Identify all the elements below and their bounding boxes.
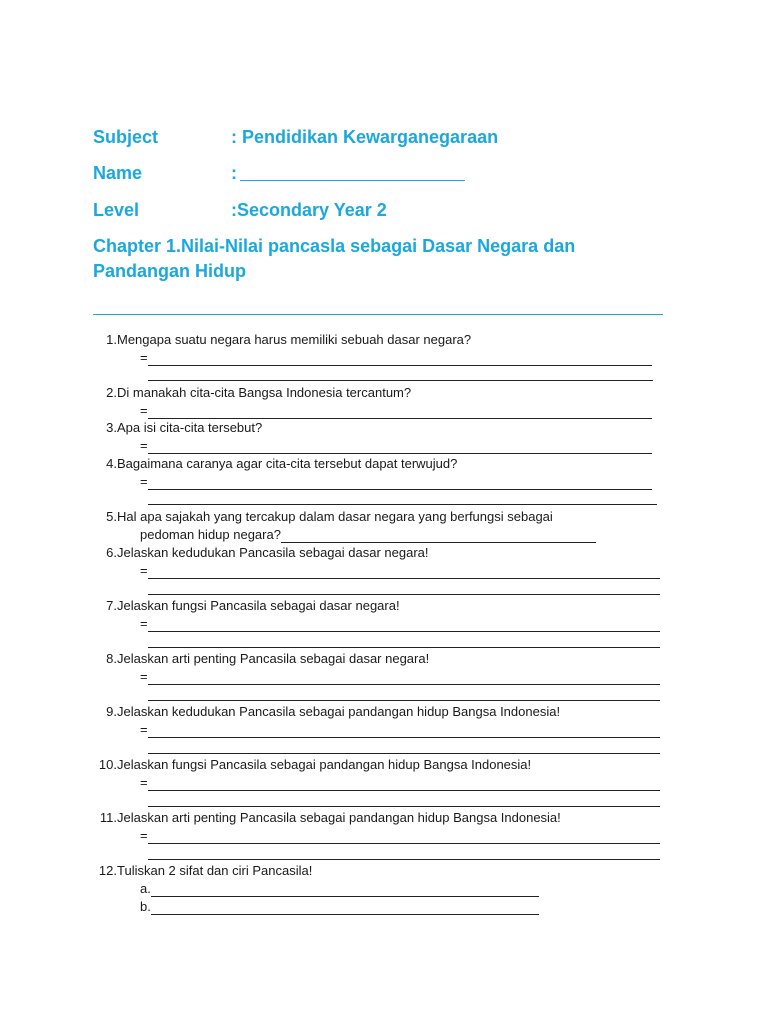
subject-value: : Pendidikan Kewarganegaraan [231,127,499,147]
level-value: :Secondary Year 2 [231,200,387,220]
chapter-title: Chapter 1.Nilai-Nilai pancasla sebagai Dasar Negara dan Pandangan Hidup [93,236,576,281]
level-label: Level [93,200,140,220]
question-text: Bagaimana caranya agar cita-cita tersebut dapat terwujud? [117,456,458,471]
question-number: 9. [106,704,117,719]
answer-line[interactable] [148,806,660,807]
question-text: Jelaskan kedudukan Pancasila sebagai pandangan hidup Bangsa Indonesia! [117,704,561,719]
answer-line[interactable]: = [140,350,652,366]
question-number: 1. [106,332,117,347]
question-text: Mengapa suatu negara harus memiliki sebuah dasar negara? [117,332,472,347]
answer-line[interactable] [148,700,660,701]
answer-line[interactable]: = [140,722,660,738]
question-number: 10. [98,757,117,772]
answer-line[interactable]: = [140,775,660,791]
question-number: 3. [106,420,117,435]
answer-line[interactable]: = [140,669,660,685]
answer-line[interactable] [148,594,660,595]
question-number: 4. [106,456,117,471]
answer-line[interactable] [148,380,653,381]
answer-line[interactable] [148,647,660,648]
question-text: Jelaskan kedudukan Pancasila sebagai dasar negara! [117,545,429,560]
name-label: Name [93,163,143,183]
question-text: Jelaskan fungsi Pancasila sebagai dasar negara! [117,598,400,613]
question-number: 7. [106,598,117,613]
name-blank-line[interactable] [240,180,465,181]
answer-line[interactable]: = [140,828,660,844]
answer-line[interactable] [148,859,660,860]
question-text: Tuliskan 2 sifat dan ciri Pancasila! [117,863,313,878]
answer-line-b[interactable]: b. [140,899,539,915]
answer-line-a[interactable]: a. [140,881,539,897]
answer-line[interactable]: = [140,403,652,419]
question-number: 11. [99,810,117,825]
question-text: Di manakah cita-cita Bangsa Indonesia tercantum? [117,385,412,400]
subject-label: Subject [93,127,159,147]
answer-line[interactable]: = [140,438,652,454]
header-divider [93,314,663,315]
question-number: 2. [106,385,117,400]
question-text: Apa isi cita-cita tersebut? [117,420,263,435]
answer-line[interactable] [148,753,660,754]
question-number: 12. [98,863,117,878]
answer-line[interactable]: = [140,563,660,579]
answer-line[interactable] [148,504,657,505]
question-text: Jelaskan arti penting Pancasila sebagai pandangan hidup Bangsa Indonesia! [117,810,561,825]
answer-line[interactable]: = [140,616,660,632]
question-number: 8. [106,651,117,666]
name-value: : [231,163,237,183]
question-text: Jelaskan fungsi Pancasila sebagai pandangan hidup Bangsa Indonesia! [117,757,532,772]
answer-line[interactable]: = [140,474,652,490]
question-text: Jelaskan arti penting Pancasila sebagai dasar negara! [117,651,430,666]
answer-line[interactable]: pedoman hidup negara? [140,527,596,543]
question-text: Hal apa sajakah yang tercakup dalam dasar negara yang berfungsi sebagai [117,509,553,524]
question-number: 5. [106,509,117,524]
question-number: 6. [106,545,117,560]
